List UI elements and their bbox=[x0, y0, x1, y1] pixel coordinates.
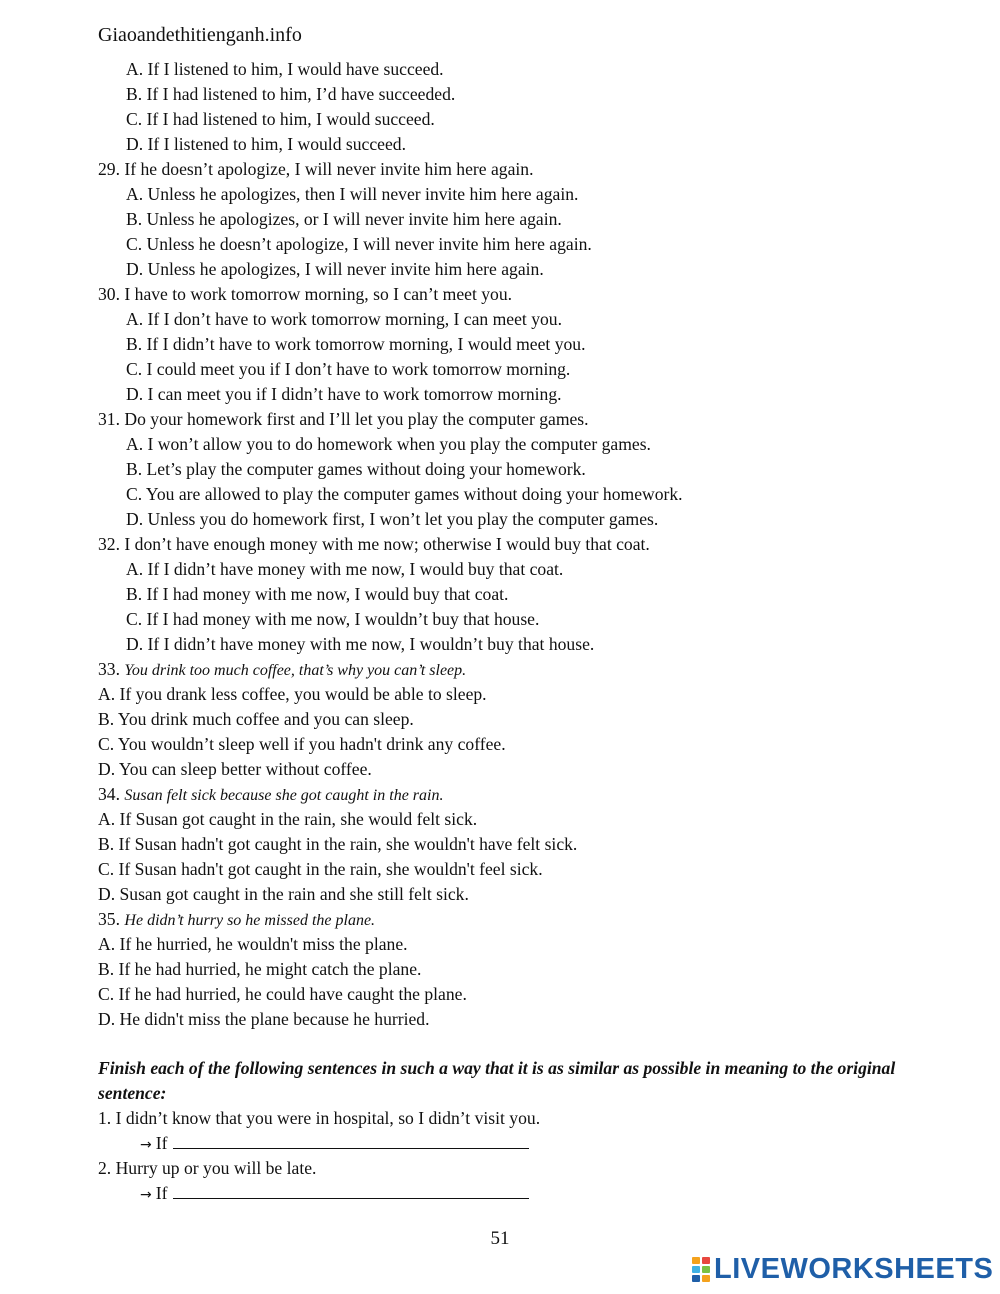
rewrite-item-1-stem: 1. I didn’t know that you were in hospital, so I didn’t visit you. bbox=[98, 1108, 541, 1128]
q34-stem bbox=[98, 782, 918, 807]
q35-stem bbox=[98, 907, 918, 932]
q29-option-a: A. Unless he apologizes, then I will never invite him here again. bbox=[126, 184, 579, 204]
q29-option-b: B. Unless he apologizes, or I will never invite him here again. bbox=[126, 209, 562, 229]
q33-option-d: D. You can sleep better without coffee. bbox=[98, 759, 372, 779]
q29-stem: 29. If he doesn’t apologize, I will never invite him here again. bbox=[98, 159, 534, 179]
q30-option-b: B. If I didn’t have to work tomorrow morning, I would meet you. bbox=[126, 334, 586, 354]
q31-option-c: C. You are allowed to play the computer games without doing your homework. bbox=[126, 484, 683, 504]
q31-option-b: B. Let’s play the computer games without doing your homework. bbox=[126, 459, 586, 479]
logo-square bbox=[692, 1275, 700, 1282]
answer-prefix: If bbox=[155, 1183, 168, 1203]
q31-option-d: D. Unless you do homework first, I won’t let you play the computer games. bbox=[126, 509, 659, 529]
logo-square bbox=[702, 1275, 710, 1282]
arrow-right-icon: → bbox=[140, 1137, 152, 1153]
q28-option-c: C. If I had listened to him, I would succeed. bbox=[126, 109, 435, 129]
rewrite-item-1-answer bbox=[98, 1131, 918, 1156]
logo-square bbox=[692, 1257, 700, 1264]
page-number: 51 bbox=[490, 1228, 510, 1249]
q34-option-b: B. If Susan hadn't got caught in the rain, she wouldn't have felt sick. bbox=[98, 834, 578, 854]
logo-square bbox=[702, 1266, 710, 1273]
q28-option-b: B. If I had listened to him, I’d have succeeded. bbox=[126, 84, 456, 104]
q28-option-a: A. If I listened to him, I would have succeed. bbox=[126, 59, 444, 79]
q29-option-c: C. Unless he doesn’t apologize, I will never invite him here again. bbox=[126, 234, 592, 254]
rewrite-item-2-answer bbox=[98, 1181, 918, 1206]
answer-prefix: If bbox=[155, 1133, 168, 1153]
q31-option-a: A. I won’t allow you to do homework when you play the computer games. bbox=[126, 434, 651, 454]
q32-option-b: B. If I had money with me now, I would buy that coat. bbox=[126, 584, 509, 604]
q30-option-c: C. I could meet you if I don’t have to work tomorrow morning. bbox=[126, 359, 571, 379]
q35-number: 35. bbox=[98, 909, 120, 929]
q33-stem bbox=[98, 657, 918, 682]
answer-blank-2[interactable] bbox=[173, 1182, 529, 1199]
q28-option-d: D. If I listened to him, I would succeed. bbox=[126, 134, 406, 154]
worksheet-content bbox=[98, 57, 918, 1206]
q35-option-a: A. If he hurried, he wouldn't miss the plane. bbox=[98, 934, 408, 954]
rewrite-item-2-stem: 2. Hurry up or you will be late. bbox=[98, 1158, 317, 1178]
answer-blank-1[interactable] bbox=[173, 1132, 529, 1149]
arrow-right-icon: → bbox=[140, 1187, 152, 1203]
q33-option-c: C. You wouldn’t sleep well if you hadn't drink any coffee. bbox=[98, 734, 506, 754]
q32-option-a: A. If I didn’t have money with me now, I would buy that coat. bbox=[126, 559, 564, 579]
liveworksheets-logo-icon bbox=[692, 1257, 710, 1282]
q30-stem: 30. I have to work tomorrow morning, so I can’t meet you. bbox=[98, 284, 513, 304]
logo-square bbox=[702, 1257, 710, 1264]
q34-option-c: C. If Susan hadn't got caught in the rain, she wouldn't feel sick. bbox=[98, 859, 543, 879]
q34-number: 34. bbox=[98, 784, 120, 804]
q32-option-c: C. If I had money with me now, I wouldn’t buy that house. bbox=[126, 609, 540, 629]
q33-option-b: B. You drink much coffee and you can sleep. bbox=[98, 709, 414, 729]
q32-stem: 32. I don’t have enough money with me now; otherwise I would buy that coat. bbox=[98, 534, 650, 554]
q33-text: You drink too much coffee, that’s why you can’t sleep. bbox=[124, 662, 467, 679]
q33-number: 33. bbox=[98, 659, 120, 679]
q31-stem: 31. Do your homework first and I’ll let you play the computer games. bbox=[98, 409, 589, 429]
site-name: Giaoandethitienganh.info bbox=[98, 24, 302, 46]
q35-text: He didn’t hurry so he missed the plane. bbox=[124, 912, 376, 929]
q32-option-d: D. If I didn’t have money with me now, I wouldn’t buy that house. bbox=[126, 634, 595, 654]
q35-option-d: D. He didn't miss the plane because he hurried. bbox=[98, 1009, 430, 1029]
q30-option-a: A. If I don’t have to work tomorrow morning, I can meet you. bbox=[126, 309, 562, 329]
q34-text: Susan felt sick because she got caught in the rain. bbox=[124, 787, 444, 804]
q35-option-b: B. If he had hurried, he might catch the plane. bbox=[98, 959, 422, 979]
liveworksheets-logo[interactable] bbox=[692, 1254, 993, 1284]
q33-option-a: A. If you drank less coffee, you would be able to sleep. bbox=[98, 684, 487, 704]
q34-option-a: A. If Susan got caught in the rain, she would felt sick. bbox=[98, 809, 478, 829]
q35-option-c: C. If he had hurried, he could have caught the plane. bbox=[98, 984, 467, 1004]
logo-square bbox=[692, 1266, 700, 1273]
liveworksheets-brand-text: LIVEWORKSHEETS bbox=[714, 1252, 994, 1285]
q29-option-d: D. Unless he apologizes, I will never invite him here again. bbox=[126, 259, 544, 279]
q34-option-d: D. Susan got caught in the rain and she still felt sick. bbox=[98, 884, 469, 904]
q30-option-d: D. I can meet you if I didn’t have to work tomorrow morning. bbox=[126, 384, 562, 404]
section-instruction: Finish each of the following sentences in such a way that it is as similar as possible in meaning to the original sentence: bbox=[98, 1058, 896, 1103]
